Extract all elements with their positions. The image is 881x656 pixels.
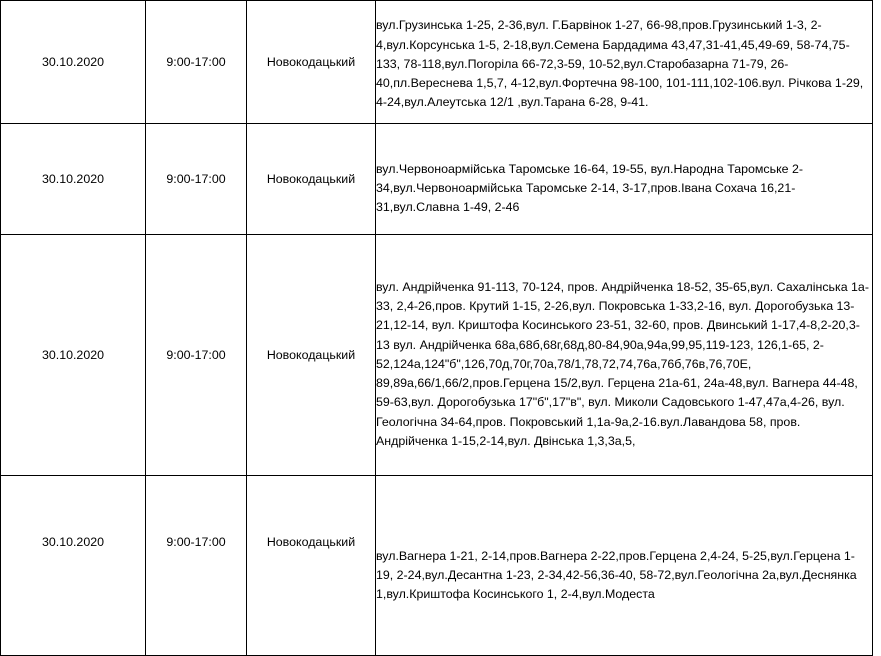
address-cell [376,124,873,235]
district-cell: Новокодацький [247,235,376,476]
address-line: 133, 78-118,вул.Погоріла 66-72,3-59, 10-52,вул.Старобазарна 71-79, 26- [376,56,789,71]
date-cell: 30.10.2020 [1,476,146,656]
date-cell: 30.10.2020 [1,124,146,235]
address-line: 40,пл.Вереснева 1,5,7, 4-12,вул.Фортечна 98-100, 101-111,102-106.вул. Річкова 1-29, [376,76,864,91]
page-margin [873,0,881,523]
address-cell [376,235,873,476]
table-row [1,1,873,124]
time-cell: 9:00-17:00 [146,235,247,476]
address-line: 31,вул.Славна 1-49, 2-46 [376,200,520,215]
address-line: 1,вул.Криштофа Косинського 1, 2-4,вул.Модеста [376,587,655,602]
address-line: 13 вул. Андрійченка 68а,68б,68г,68д,80-84,90а,94а,99,95,119-123, 126,1-65, 2- [376,337,824,352]
address-line: 19, 2-24,вул.Десантна 1-23, 2-34,42-56,36-40, 58-72,вул.Геологічна 2а,вул.Деснянка [376,567,857,582]
time-cell: 9:00-17:00 [146,1,247,124]
district-cell: Новокодацький [247,1,376,124]
district-cell: Новокодацький [247,476,376,656]
address-line: 4,вул.Корсунська 1-5, 2-18,вул.Семена Бардадима 43,47,31-41,45,49-69, 58-74,75- [376,37,850,52]
address-line: вул.Вагнера 1-21, 2-14,пров.Вагнера 2-22,пров.Герцена 2,4-24, 5-25,вул.Герцена 1- [376,548,855,563]
address-line: вул.Грузинська 1-25, 2-36,вул. Г.Барвінок 1-27, 66-98,пров.Грузинський 1-3, 2- [376,18,822,33]
address-line: 89,89а,66/1,66/2,пров.Герцена 15/2,вул. Герцена 21а-61, 24а-48,вул. Вагнера 44-48, [376,376,858,391]
address-cell [376,476,873,656]
address-line: Андрійченка 1-15,2-14,вул. Двінська 1,3,3а,5, [376,433,636,448]
date-cell: 30.10.2020 [1,235,146,476]
address-line: 33, 2,4-26,пров. Крутий 1-15, 2-26,вул. Покровська 1-33,2-16, вул. Дорогобузька 13- [376,299,855,314]
table-row [1,124,873,235]
address-line: 4-24,вул.Алеутська 12/1 ,вул.Тарана 6-28, 9-41. [376,95,649,110]
date-cell: 30.10.2020 [1,1,146,124]
address-line: вул. Андрійченка 91-113, 70-124, пров. Андрійченка 18-52, 35-65,вул. Сахалінська 1а- [376,280,869,295]
address-line: 59-63,вул. Дорогобузька 17"б",17"в", вул. Миколи Садовського 1-47,47а,4-26, вул. [376,395,845,410]
time-cell: 9:00-17:00 [146,124,247,235]
address-line: Геологічна 34-64,пров. Покровський 1,1а-9а,2-16.вул.Лавандова 58, пров. [376,414,801,429]
address-line: 34,вул.Червоноармійська Таромське 2-14, 3-17,пров.Івана Сохача 16,21- [376,180,796,195]
table-row [1,476,873,656]
address-line: 21,12-14, вул. Криштофа Косинського 23-51, 32-60, пров. Двинський 1-17,4-8,2-20,3- [376,318,860,333]
time-cell: 9:00-17:00 [146,476,247,656]
address-cell [376,1,873,124]
address-line: вул.Червоноармійська Таромське 16-64, 19-55, вул.Народна Таромське 2- [376,161,803,176]
district-cell: Новокодацький [247,124,376,235]
table-row [1,235,873,476]
address-line: 52,124а,124"б",126,70д,70г,70а,78/1,78,72,74,76а,76б,76в,76,70Е, [376,356,752,371]
